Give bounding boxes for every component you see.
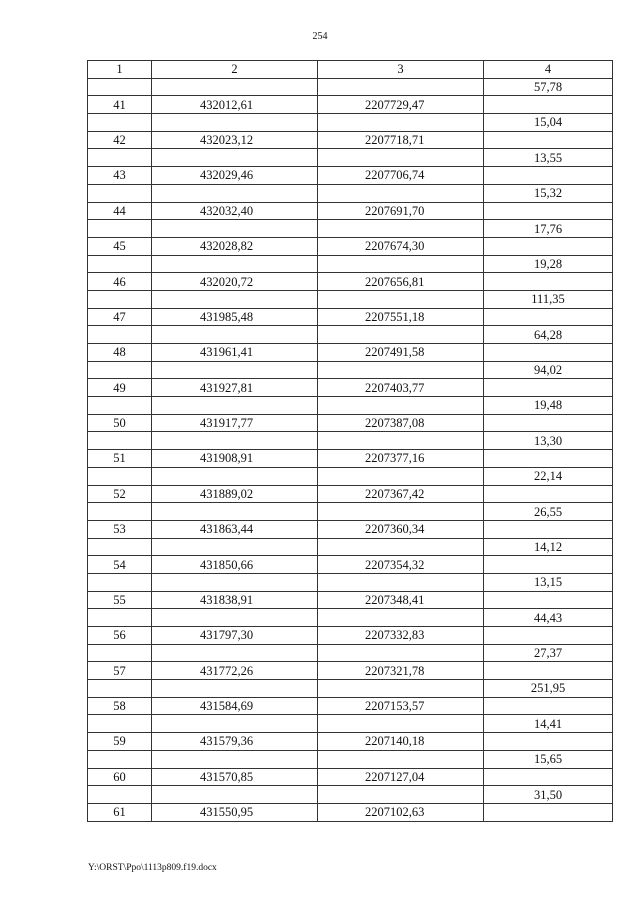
distance-cell: 111,35 [484, 290, 613, 308]
point-number-cell [88, 78, 152, 96]
y-coordinate-cell [318, 573, 484, 591]
x-coordinate-cell: 431579,36 [152, 733, 318, 751]
point-number-cell: 41 [88, 96, 152, 114]
distance-cell [484, 131, 613, 149]
point-number-cell: 57 [88, 662, 152, 680]
x-coordinate-cell: 432023,12 [152, 131, 318, 149]
x-coordinate-cell [152, 114, 318, 132]
y-coordinate-cell [318, 361, 484, 379]
distance-cell [484, 803, 613, 821]
x-coordinate-cell: 431850,66 [152, 556, 318, 574]
point-number-cell [88, 432, 152, 450]
point-number-cell [88, 255, 152, 273]
y-coordinate-cell: 2207153,57 [318, 697, 484, 715]
footer-file-path: Y:\ORST\Ppo\1113p809.f19.docx [88, 863, 217, 873]
x-coordinate-cell: 432020,72 [152, 273, 318, 291]
x-coordinate-cell [152, 467, 318, 485]
y-coordinate-cell [318, 786, 484, 804]
y-coordinate-cell: 2207140,18 [318, 733, 484, 751]
point-number-cell [88, 786, 152, 804]
table-row [88, 96, 613, 114]
y-coordinate-cell: 2207718,71 [318, 131, 484, 149]
table-row [88, 131, 613, 149]
y-coordinate-cell: 2207706,74 [318, 167, 484, 185]
distance-cell: 14,12 [484, 538, 613, 556]
x-coordinate-cell [152, 326, 318, 344]
y-coordinate-cell: 2207491,58 [318, 344, 484, 362]
point-number-cell: 50 [88, 414, 152, 432]
x-coordinate-cell [152, 78, 318, 96]
x-coordinate-cell [152, 361, 318, 379]
y-coordinate-cell [318, 220, 484, 238]
table-row [88, 397, 613, 415]
point-number-cell [88, 680, 152, 698]
table-row [88, 149, 613, 167]
y-coordinate-cell: 2207656,81 [318, 273, 484, 291]
point-number-cell: 54 [88, 556, 152, 574]
y-coordinate-cell: 2207332,83 [318, 627, 484, 645]
page-number: 254 [312, 31, 328, 42]
point-number-cell [88, 397, 152, 415]
x-coordinate-cell [152, 750, 318, 768]
x-coordinate-cell: 431917,77 [152, 414, 318, 432]
y-coordinate-cell [318, 680, 484, 698]
distance-cell [484, 96, 613, 114]
x-coordinate-cell [152, 786, 318, 804]
y-coordinate-cell: 2207377,16 [318, 450, 484, 468]
point-number-cell [88, 467, 152, 485]
table-row [88, 662, 613, 680]
distance-cell: 19,48 [484, 397, 613, 415]
y-coordinate-cell: 2207360,34 [318, 520, 484, 538]
table-row [88, 768, 613, 786]
distance-cell: 19,28 [484, 255, 613, 273]
x-coordinate-cell [152, 644, 318, 662]
distance-cell: 64,28 [484, 326, 613, 344]
y-coordinate-cell [318, 715, 484, 733]
x-coordinate-cell: 431985,48 [152, 308, 318, 326]
distance-cell [484, 414, 613, 432]
table-row [88, 733, 613, 751]
point-number-cell: 59 [88, 733, 152, 751]
table-row [88, 326, 613, 344]
x-coordinate-cell [152, 432, 318, 450]
y-coordinate-cell: 2207674,30 [318, 237, 484, 255]
distance-cell: 94,02 [484, 361, 613, 379]
point-number-cell: 52 [88, 485, 152, 503]
table-row [88, 344, 613, 362]
distance-cell [484, 450, 613, 468]
point-number-cell: 56 [88, 627, 152, 645]
table-row [88, 308, 613, 326]
coordinates-table [87, 60, 613, 822]
point-number-cell: 61 [88, 803, 152, 821]
point-number-cell [88, 573, 152, 591]
distance-cell: 13,30 [484, 432, 613, 450]
table-row [88, 538, 613, 556]
table-row [88, 715, 613, 733]
header-cell-3: 3 [318, 61, 484, 79]
point-number-cell [88, 750, 152, 768]
y-coordinate-cell [318, 255, 484, 273]
point-number-cell: 44 [88, 202, 152, 220]
y-coordinate-cell [318, 114, 484, 132]
distance-cell [484, 556, 613, 574]
distance-cell: 13,15 [484, 573, 613, 591]
y-coordinate-cell: 2207321,78 [318, 662, 484, 680]
y-coordinate-cell [318, 78, 484, 96]
x-coordinate-cell: 432028,82 [152, 237, 318, 255]
distance-cell [484, 344, 613, 362]
table-row [88, 184, 613, 202]
x-coordinate-cell: 431570,85 [152, 768, 318, 786]
y-coordinate-cell: 2207551,18 [318, 308, 484, 326]
x-coordinate-cell: 431927,81 [152, 379, 318, 397]
y-coordinate-cell: 2207127,04 [318, 768, 484, 786]
table-row [88, 697, 613, 715]
table-row [88, 273, 613, 291]
table-row [88, 167, 613, 185]
distance-cell [484, 591, 613, 609]
point-number-cell [88, 184, 152, 202]
table-row [88, 573, 613, 591]
y-coordinate-cell: 2207348,41 [318, 591, 484, 609]
x-coordinate-cell [152, 538, 318, 556]
y-coordinate-cell [318, 467, 484, 485]
header-cell-2: 2 [152, 61, 318, 79]
table-row [88, 467, 613, 485]
distance-cell [484, 273, 613, 291]
point-number-cell [88, 644, 152, 662]
distance-cell: 15,32 [484, 184, 613, 202]
distance-cell: 27,37 [484, 644, 613, 662]
point-number-cell [88, 361, 152, 379]
x-coordinate-cell [152, 290, 318, 308]
distance-cell [484, 662, 613, 680]
distance-cell: 31,50 [484, 786, 613, 804]
distance-cell: 13,55 [484, 149, 613, 167]
distance-cell: 15,65 [484, 750, 613, 768]
table-row [88, 680, 613, 698]
distance-cell [484, 697, 613, 715]
distance-cell: 57,78 [484, 78, 613, 96]
y-coordinate-cell [318, 503, 484, 521]
distance-cell [484, 167, 613, 185]
distance-cell [484, 520, 613, 538]
table-row [88, 379, 613, 397]
table-row [88, 432, 613, 450]
distance-cell [484, 379, 613, 397]
x-coordinate-cell [152, 715, 318, 733]
table-header [88, 61, 613, 79]
y-coordinate-cell: 2207367,42 [318, 485, 484, 503]
table-row [88, 556, 613, 574]
point-number-cell: 60 [88, 768, 152, 786]
distance-cell [484, 308, 613, 326]
table-body [88, 78, 613, 821]
table-row [88, 609, 613, 627]
x-coordinate-cell: 431838,91 [152, 591, 318, 609]
distance-cell: 22,14 [484, 467, 613, 485]
y-coordinate-cell [318, 432, 484, 450]
point-number-cell [88, 503, 152, 521]
point-number-cell: 53 [88, 520, 152, 538]
point-number-cell: 47 [88, 308, 152, 326]
table-row [88, 414, 613, 432]
table-row [88, 202, 613, 220]
point-number-cell: 46 [88, 273, 152, 291]
table-row [88, 750, 613, 768]
x-coordinate-cell: 431584,69 [152, 697, 318, 715]
y-coordinate-cell: 2207354,32 [318, 556, 484, 574]
distance-cell [484, 768, 613, 786]
point-number-cell [88, 715, 152, 733]
distance-cell: 251,95 [484, 680, 613, 698]
x-coordinate-cell [152, 680, 318, 698]
y-coordinate-cell: 2207102,63 [318, 803, 484, 821]
x-coordinate-cell: 432032,40 [152, 202, 318, 220]
table-row [88, 361, 613, 379]
x-coordinate-cell: 431908,91 [152, 450, 318, 468]
table-row [88, 450, 613, 468]
distance-cell [484, 627, 613, 645]
x-coordinate-cell [152, 184, 318, 202]
table-row [88, 485, 613, 503]
distance-cell [484, 237, 613, 255]
y-coordinate-cell [318, 609, 484, 627]
x-coordinate-cell [152, 149, 318, 167]
table-row [88, 237, 613, 255]
y-coordinate-cell [318, 184, 484, 202]
point-number-cell: 48 [88, 344, 152, 362]
x-coordinate-cell: 431550,95 [152, 803, 318, 821]
table-row [88, 591, 613, 609]
point-number-cell: 51 [88, 450, 152, 468]
distance-cell [484, 485, 613, 503]
point-number-cell [88, 149, 152, 167]
point-number-cell [88, 609, 152, 627]
distance-cell: 17,76 [484, 220, 613, 238]
distance-cell: 14,41 [484, 715, 613, 733]
distance-cell: 15,04 [484, 114, 613, 132]
point-number-cell [88, 326, 152, 344]
x-coordinate-cell: 431797,30 [152, 627, 318, 645]
x-coordinate-cell [152, 609, 318, 627]
point-number-cell: 58 [88, 697, 152, 715]
x-coordinate-cell [152, 220, 318, 238]
point-number-cell: 49 [88, 379, 152, 397]
header-cell-1: 1 [88, 61, 152, 79]
y-coordinate-cell [318, 538, 484, 556]
point-number-cell [88, 290, 152, 308]
point-number-cell: 42 [88, 131, 152, 149]
distance-cell [484, 202, 613, 220]
table-row [88, 520, 613, 538]
distance-cell [484, 733, 613, 751]
table-row [88, 220, 613, 238]
distance-cell: 26,55 [484, 503, 613, 521]
table-row [88, 644, 613, 662]
table-row [88, 627, 613, 645]
y-coordinate-cell: 2207729,47 [318, 96, 484, 114]
y-coordinate-cell [318, 290, 484, 308]
point-number-cell [88, 114, 152, 132]
x-coordinate-cell [152, 573, 318, 591]
x-coordinate-cell: 431961,41 [152, 344, 318, 362]
y-coordinate-cell [318, 644, 484, 662]
x-coordinate-cell [152, 397, 318, 415]
table-row [88, 503, 613, 521]
y-coordinate-cell [318, 326, 484, 344]
x-coordinate-cell: 431772,26 [152, 662, 318, 680]
point-number-cell: 43 [88, 167, 152, 185]
y-coordinate-cell: 2207387,08 [318, 414, 484, 432]
y-coordinate-cell [318, 149, 484, 167]
x-coordinate-cell: 432012,61 [152, 96, 318, 114]
table-row [88, 786, 613, 804]
y-coordinate-cell [318, 397, 484, 415]
table-row [88, 803, 613, 821]
y-coordinate-cell: 2207403,77 [318, 379, 484, 397]
table-row [88, 255, 613, 273]
point-number-cell: 55 [88, 591, 152, 609]
x-coordinate-cell [152, 503, 318, 521]
point-number-cell [88, 220, 152, 238]
distance-cell: 44,43 [484, 609, 613, 627]
x-coordinate-cell: 432029,46 [152, 167, 318, 185]
x-coordinate-cell [152, 255, 318, 273]
header-row [88, 61, 613, 79]
y-coordinate-cell: 2207691,70 [318, 202, 484, 220]
table-row [88, 290, 613, 308]
point-number-cell: 45 [88, 237, 152, 255]
table-row [88, 114, 613, 132]
y-coordinate-cell [318, 750, 484, 768]
table-row [88, 78, 613, 96]
x-coordinate-cell: 431863,44 [152, 520, 318, 538]
header-cell-4: 4 [484, 61, 613, 79]
point-number-cell [88, 538, 152, 556]
x-coordinate-cell: 431889,02 [152, 485, 318, 503]
